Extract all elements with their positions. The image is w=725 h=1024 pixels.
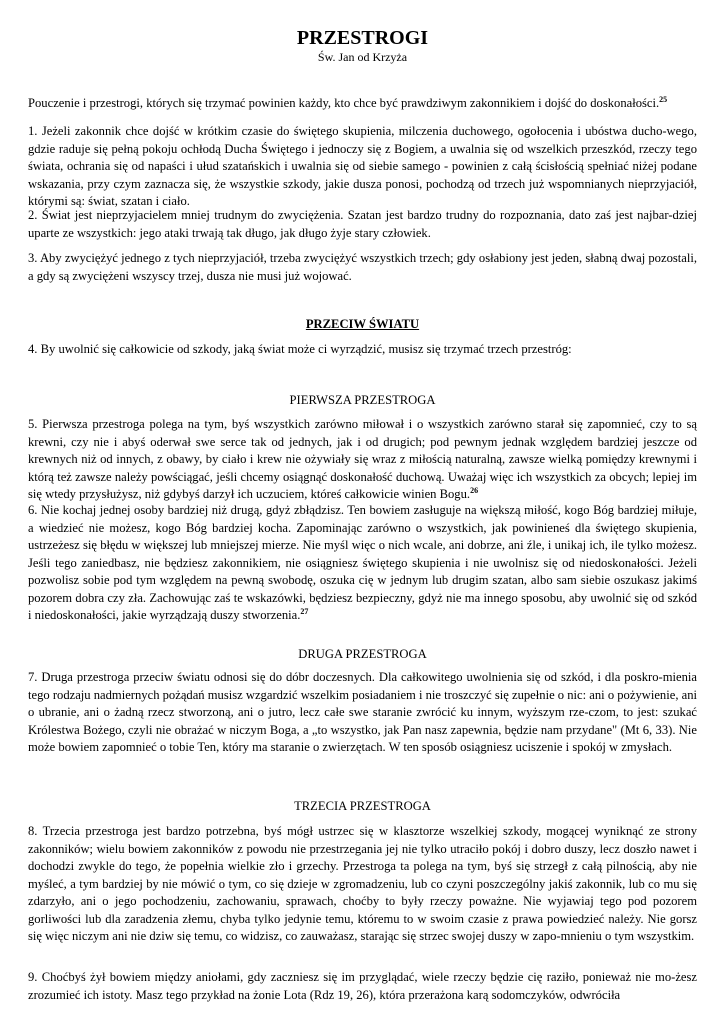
heading-third-warning: TRZECIA PRZESTROGA: [294, 799, 431, 813]
section-heading: PRZECIW ŚWIATU: [305, 317, 420, 331]
heading-first-warning: PIERWSZA PRZESTROGA: [289, 393, 436, 407]
document-author: Św. Jan od Krzyża: [317, 50, 408, 64]
heading-second-warning: DRUGA PRZESTROGA: [298, 647, 427, 661]
paragraph-6: [28, 502, 697, 625]
paragraph-6-text: 6. Nie kochaj jednej osoby bardziej niż drugą, gdyż zbłądzisz. Ten bowiem zasługuje na większą miłość, kogo Bóg bardziej miłuje, a wiedzieć nie możesz, kogo Bóg bardziej kocha. Zapominając zarówno o wszystkich, jak powinieneś dla świętego skupienia, ustrzeżesz się błędu w większej lub mniejszej mierze. Nie myśl więc o nich wcale, ani dobrze, ani źle, i unikaj ich, ile tylko możesz. Jeśli tego zaniedbasz, nie będziesz zakonnikiem, nie osiągniesz świętego skupienia i nie uwolnisz się od niedoskonałości. Jeżeli pozwolisz sobie pod tym względem na pewną swobodę, oszuka cię w jednym lub drugim szatan, albo sam siebie oszukasz jakimś pozorem dobra czy zła. Zachowując zaś te wskazówki, będziesz bezpieczny, gdyż nie ma innego sposobu, aby uwolnić się od szkód i niedoskonałości, jakie wyrządzają duszy stworzenia.: [28, 503, 697, 622]
paragraph-5: [28, 416, 697, 504]
paragraph-7: 7. Druga przestroga przeciw światu odnosi się do dóbr doczesnych. Dla całkowitego uwolnienia się od szkód, i dla poskro-mienia tego rodzaju nadmiernych pożądań musisz wzgardzić wszelkim posiadaniem i nie troszczyć się zupełnie o nic: ani o pożywienie, ani o ubranie, ani o żadną rzecz stworzoną, ani o jutro, lecz całe swe staranie zwrócić ku innym, wyższym rze-czom, to jest: szukać Królestwa Bożego, czyli nie obrażać w niczym Boga, a „to wszystko, jak Pan nasz zapewnia, będzie nam przydane" (Mt 6, 33). Nie może bowiem zapomnieć o tobie Ten, który ma staranie o zwierzętach. W ten sposób osiągniesz uciszenie i spokój w zmysłach.: [28, 670, 697, 754]
paragraph-4: 4. By uwolnić się całkowicie od szkody, jaką świat może ci wyrządzić, musisz się trzymać trzech przestróg:: [28, 342, 572, 356]
footnote-ref: 25: [659, 94, 668, 104]
footnote-ref: 27: [300, 606, 309, 616]
paragraph-8: 8. Trzecia przestroga jest bardzo potrzebna, byś mógł ustrzec się w klasztorze wszelkiej szkody, mogącej wyniknąć ze strony zakonników; wielu bowiem zakonników z powodu nie przestrzegania jej nie tylko utraciło pokój i dobro duszy, lecz doszło nawet i dochodzi zwykle do tego, że popełnia wielkie zło i grzechy. Przestroga ta polega na tym, byś się strzegł z całą pilnością, aby nie myśleć, a tym bardziej by nie mówić o tym, co się dzieje w zgromadzeniu, lub co czyni poszczególny jakiś zakonnik, lub co mu się zdarzyło, ani o jego pochodzeniu, zachowaniu, sprawach, choćby to były rzeczy poważne. Nie wyjawiaj tego pod pozorem gorliwości lub dla zaradzenia złemu, chyba tylko jedynie temu, któremu to w swoim czasie z prawa powiedzieć należy. Nie gorsz się więc niczym ani nie dziw się temu, co widzisz, co zauważasz, starając się strzec swojej duszy w zapo-mnieniu o tym wszystkim.: [28, 824, 697, 943]
intro-text: Pouczenie i przestrogi, których się trzymać powinien każdy, kto chce być prawdziwym zakonnikiem i dojść do doskonałości.: [28, 96, 660, 110]
document-title: PRZESTROGI: [296, 27, 429, 49]
paragraph-3: 3. Aby zwyciężyć jednego z tych nieprzyjaciół, trzeba zwyciężyć wszystkich trzech; gdy osłabiony jest jeden, słabną dwaj pozostali, a gdy są zwyciężeni wszyscy trzej, dusza nie musi już wojować.: [28, 251, 697, 283]
intro-paragraph: [28, 95, 697, 113]
paragraph-5-text: 5. Pierwsza przestroga polega na tym, byś wszystkich zarówno miłował i o wszystkich zarówno starał się zapomnieć, czy to są krewni, czy nie i abyś oderwał swe serce tak od jednych, jak i od drugich; pod pewnym jednak względem bardziej jeszcze od krewnych niż od innych, z obawy, by ciało i krew nie ożywiały się wraz z miłością naturalną, zawsze wielką pomiędzy krewnymi i którą też zawsze należy powściągać, jeśli chcemy osiągnąć doskonałość duchową. Uważaj więc ich wszystkich za obcych; lepiej im się wtedy przysłużysz, niż gdybyś darzył ich uczuciem, któreś całkowicie winien Bogu.: [28, 417, 697, 501]
paragraph-9: 9. Choćbyś żył bowiem między aniołami, gdy zaczniesz się im przyglądać, wiele rzeczy będzie cię raziło, ponieważ nie mo-żesz zrozumieć ich istoty. Masz tego przykład na żonie Lota (Rdz 19, 26), która przerażona karą sodomczyków, odwróciła: [28, 970, 697, 1002]
footnote-ref: 26: [470, 485, 479, 495]
paragraph-2: 2. Świat jest nieprzyjacielem mniej trudnym do zwyciężenia. Szatan jest bardzo trudny do rozpoznania, dato zaś jest najbar-dziej uparte ze wszystkich: jego ataki trwają tak długo, jak długo żyje stary człowiek.: [28, 208, 697, 240]
paragraph-1: 1. Jeżeli zakonnik chce dojść w krótkim czasie do świętego skupienia, milczenia duchowego, ogołocenia i ubóstwa ducho-wego, gdzie raduje się pełną pokoju ochłodą Ducha Świętego i jednoczy się z Bogiem, a uwalnia się od wszelkich przeszkód, rzeczy tego świata, ochrania się od napaści i ułud szatańskich i uwalnia się od siebie samego - powinien z całą ścisłością spełniać niżej podane wskazania, przy czym zaznacza się, że wszystkie szkody, jakie dusza ponosi, pochodzą od trzech już wspomnianych nieprzyjaciół, którymi są: świat, szatan i ciało.: [28, 124, 697, 208]
